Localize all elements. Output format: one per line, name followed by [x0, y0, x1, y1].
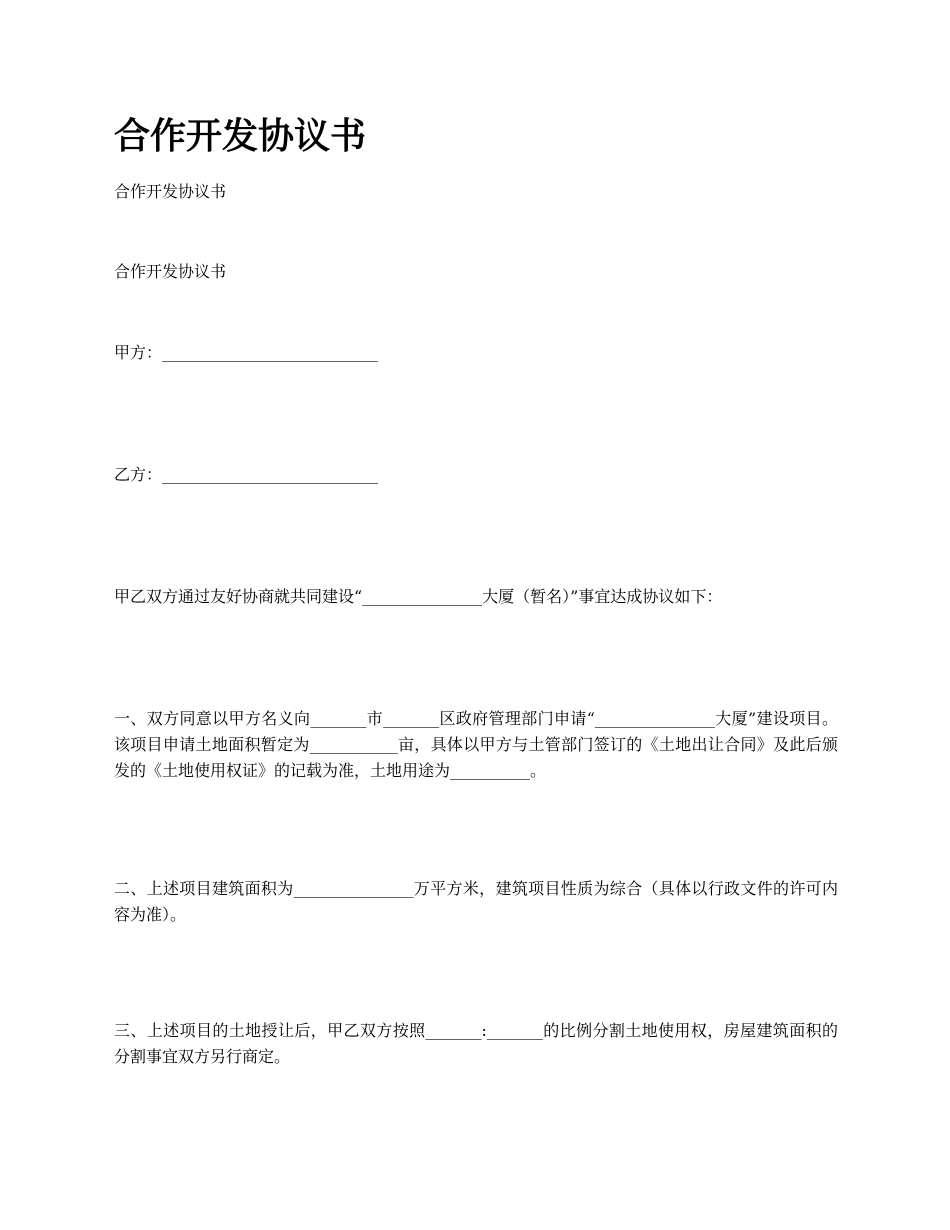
- party-a-blank: ___________________________: [162, 343, 379, 362]
- party-b-line: [114, 462, 378, 488]
- clause-2-paragraph: 二、上述项目建筑面积为_______________万平方米，建筑项目性质为综合（具体以行政文件的许可内容为准）。: [114, 879, 838, 924]
- party-b-blank: ___________________________: [162, 465, 379, 484]
- party-a-label: 甲方：: [114, 343, 163, 362]
- party-b-label: 乙方：: [114, 465, 163, 484]
- party-a-line: [114, 340, 378, 366]
- document-title: 合作开发协议书: [114, 115, 367, 157]
- subtitle-line-1: 合作开发协议书: [114, 182, 227, 201]
- clause-3-paragraph: 三、上述项目的土地授让后，甲乙双方按照_______:_______的比例分割土地使用权，房屋建筑面积的分割事宜双方另行商定。: [114, 1021, 838, 1066]
- intro-paragraph: 甲乙双方通过友好协商就共同建设“_______________大厦（暂名）”事宜达成协议如下：: [114, 587, 723, 606]
- clause-1-paragraph: 一、双方同意以甲方名义向_______市_______区政府管理部门申请“_______________大厦”建设项目。该项目申请土地面积暂定为___________亩，具体以甲方与土管部门签订的《土地出让合同》及此后颁发的《土地使用权证》的记载为准，土地用途为__________。: [114, 709, 838, 780]
- subtitle-line-2: 合作开发协议书: [114, 262, 227, 281]
